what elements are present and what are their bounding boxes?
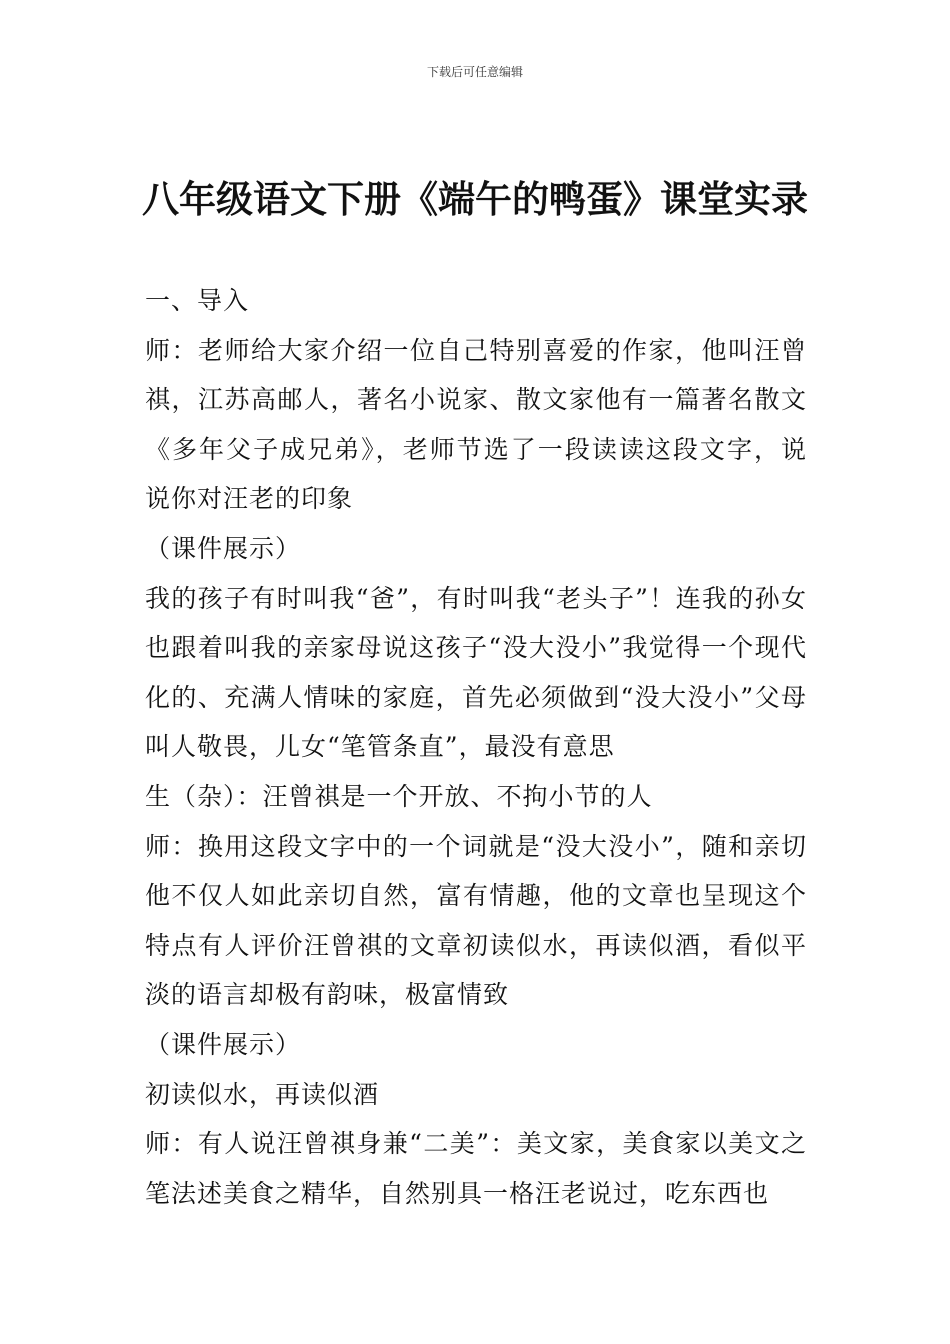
section-heading: 一、导入 bbox=[145, 286, 250, 315]
paragraph-quote: 初读似水，再读似酒 bbox=[145, 1079, 380, 1109]
paragraph-teacher-two-beauties: 师：有人说汪曾祺身兼“二美”：美文家，美食家以美文之笔法述美食之精华，自然别具一格汪老说过，吃东西也 bbox=[145, 1129, 807, 1208]
document-body bbox=[145, 276, 807, 1218]
paragraph-excerpt: 我的孩子有时叫我“爸”，有时叫我“老头子”！连我的孙女也跟着叫我的亲家母说这孩子“没大没小”我觉得一个现代化的、充满人情味的家庭，首先必须做到“没大没小”父母叫人敬畏，儿女“笔管条直”，最没有意思 bbox=[145, 583, 807, 762]
paragraph-courseware-note: （课件展示） bbox=[145, 533, 302, 563]
paragraph-student-response: 生（杂）：汪曾祺是一个开放、不拘小节的人 bbox=[145, 781, 653, 811]
document-title: 八年级语文下册《端午的鸭蛋》课堂实录 bbox=[142, 177, 808, 221]
paragraph-teacher-intro: 师：老师给大家介绍一位自己特别喜爱的作家，他叫汪曾祺，江苏高邮人，著名小说家、散文家他有一篇著名散文《多年父子成兄弟》，老师节选了一段读读这段文字，说说你对汪老的印象 bbox=[145, 335, 807, 514]
header-note: 下载后可任意编辑 bbox=[426, 65, 523, 79]
paragraph-teacher-comment: 师：换用这段文字中的一个词就是“没大没小”，随和亲切他不仅人如此亲切自然，富有情趣，他的文章也呈现这个特点有人评价汪曾祺的文章初读似水，再读似酒，看似平淡的语言却极有韵味，极富情致 bbox=[145, 831, 807, 1010]
paragraph-courseware-note-2: （课件展示） bbox=[145, 1029, 302, 1059]
